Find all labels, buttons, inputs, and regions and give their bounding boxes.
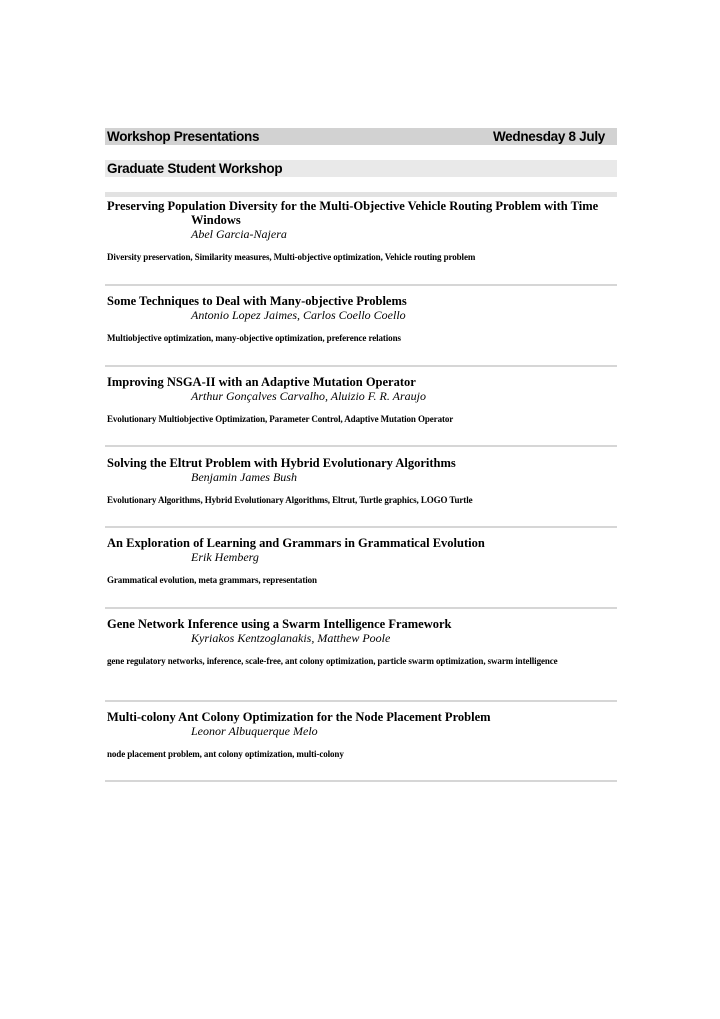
divider: [105, 780, 617, 782]
paper-entry: [107, 617, 615, 667]
divider: [105, 526, 617, 528]
paper-keywords: node placement problem, ant colony optimization, multi-colony: [107, 749, 344, 759]
paper-title: Gene Network Inference using a Swarm Intelligence Framework: [107, 617, 452, 631]
paper-title: Multi-colony Ant Colony Optimization for the Node Placement Problem: [107, 710, 491, 724]
paper-entry: [107, 456, 615, 506]
paper-authors: Antonio Lopez Jaimes, Carlos Coello Coello: [191, 308, 406, 322]
paper-title: Improving NSGA-II with an Adaptive Mutation Operator: [107, 375, 416, 389]
header-date: Wednesday 8 July: [492, 129, 605, 144]
paper-authors: Abel Garcia-Najera: [191, 227, 287, 241]
paper-entry: [107, 375, 615, 425]
paper-authors: Erik Hemberg: [191, 550, 259, 564]
paper-authors: Arthur Gonçalves Carvalho, Aluizio F. R. Araujo: [191, 389, 427, 403]
paper-title: Preserving Population Diversity for the Multi-Objective Vehicle Routing Problem with Time Windows: [107, 199, 599, 227]
paper-keywords: Diversity preservation, Similarity measures, Multi-objective optimization, Vehicle routing problem: [107, 252, 476, 262]
divider: [105, 192, 617, 197]
header-section-label: Workshop Presentations: [107, 129, 260, 144]
section-title: Graduate Student Workshop: [107, 161, 283, 176]
paper-authors: Kyriakos Kentzoglanakis, Matthew Poole: [191, 631, 391, 645]
paper-entry: [107, 294, 615, 344]
divider: [105, 700, 617, 702]
paper-keywords: Multiobjective optimization, many-objective optimization, preference relations: [107, 333, 401, 343]
paper-keywords: Evolutionary Multiobjective Optimization, Parameter Control, Adaptive Mutation Operator: [107, 414, 454, 424]
divider: [105, 445, 617, 447]
divider: [105, 365, 617, 367]
paper-title: Some Techniques to Deal with Many-objective Problems: [107, 294, 407, 308]
paper-keywords: Evolutionary Algorithms, Hybrid Evolutionary Algorithms, Eltrut, Turtle graphics, LOGO Turtle: [107, 495, 473, 505]
divider: [105, 607, 617, 609]
paper-entry: [107, 199, 615, 263]
paper-entry: [107, 710, 615, 760]
paper-keywords: Grammatical evolution, meta grammars, representation: [107, 575, 317, 585]
paper-authors: Leonor Albuquerque Melo: [191, 724, 318, 738]
paper-title: Solving the Eltrut Problem with Hybrid Evolutionary Algorithms: [107, 456, 456, 470]
divider: [105, 284, 617, 286]
paper-title: An Exploration of Learning and Grammars in Grammatical Evolution: [107, 536, 485, 550]
section-heading: [105, 160, 617, 177]
page-header-bar: [105, 128, 617, 145]
paper-keywords: gene regulatory networks, inference, scale-free, ant colony optimization, particle swarm optimization, swarm intelligence: [107, 656, 558, 666]
paper-entry: [107, 536, 615, 586]
paper-authors: Benjamin James Bush: [191, 470, 297, 484]
